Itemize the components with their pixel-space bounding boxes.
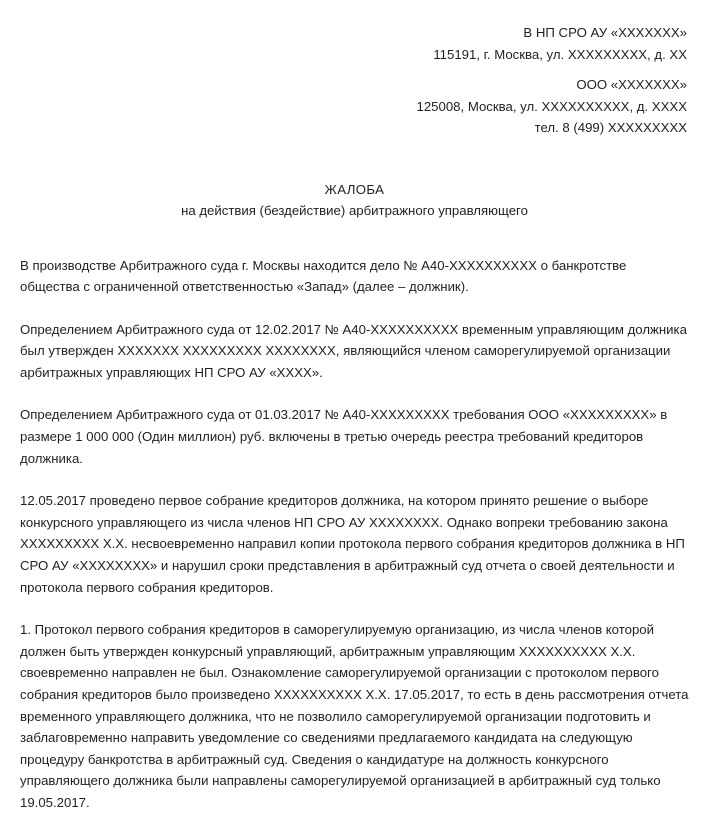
- addressee-block: [20, 22, 689, 139]
- sender-address: 125008, Москва, ул. ХХХХХХХХХХ, д. ХХХХ: [416, 98, 687, 114]
- document-subtitle: на действия (бездействие) арбитражного управляющего: [181, 202, 528, 218]
- sender-org-line: ООО «ХХХХХХХ»: [576, 77, 687, 92]
- paragraph-intro: В производстве Арбитражного суда г. Москвы находится дело № А40-ХХХХХХХХХХ о банкротстве общества с ограниченной ответственностью «Запад» (далее – должник).: [20, 257, 627, 295]
- paragraph-appointment: Определением Арбитражного суда от 12.02.2017 № А40-ХХХХХХХХХХ временным управляющим должника был утвержден ХХХХХХХ ХХХХХХХХХ ХХХХХХХХ, являющийся членом саморегулируемой организации арбитражных управляющих НП СРО АУ «ХХХХ».: [20, 321, 687, 380]
- addressee-org-address: 115191, г. Москва, ул. ХХХХХХХХХ, д. ХХ: [433, 46, 687, 62]
- paragraph-item-1: 1. Протокол первого собрания кредиторов в саморегулируемую организацию, из числа членов которой должен быть утвержден конкурсный управляющий, арбитражным управляющим ХХХХХХХХХХ Х.Х. своевременно направлен не был. Ознакомление саморегулируемой организации с протоколом первого собрания кредиторов было произведено ХХХХХХХХХХ Х.Х. 17.05.2017, то есть в день рассмотрения отчета временного управляющего должника, что не позволило саморегулируемой организации подготовить и заблаговременно направить уведомление со сведениями предлагаемого кандидата на следующую процедуру банкротства в арбитражный суд. Сведения о кандидатуре на должность конкурсного управляющего должника были направлены саморегулируемой организацией в арбитражный суд только 19.05.2017.: [20, 622, 689, 810]
- document-body: [20, 255, 689, 814]
- paragraph-first-meeting: 12.05.2017 проведено первое собрание кредиторов должника, на котором принято решение о выборе конкурсного управляющего из числа членов НП СРО АУ ХХХХХХХХ. Однако вопреки требованию закона ХХХХХХХХХ Х.Х. несвоевременно направил копии протокола первого собрания кредиторов должника в НП СРО АУ «ХХХХХХХХ» и нарушил сроки представления в арбитражный суд отчета о своей деятельности и протокола первого собрания кредиторов.: [20, 493, 685, 595]
- paragraph-claim-amount: Определением Арбитражного суда от 01.03.2017 № А40-ХХХХХХХХХ требования ООО «ХХХХХХХХХ» в размере 1 000 000 (Один миллион) руб. включены в третью очередь реестра требований кредиторов должника.: [20, 407, 668, 466]
- addressee-spacer: [20, 65, 687, 74]
- document-title: ЖАЛОБА: [324, 181, 385, 197]
- title-block: [20, 179, 689, 221]
- sender-phone: тел. 8 (499) ХХХХХХХХХ: [534, 120, 687, 135]
- addressee-org-line: В НП СРО АУ «ХХХХХХХ»: [523, 25, 687, 40]
